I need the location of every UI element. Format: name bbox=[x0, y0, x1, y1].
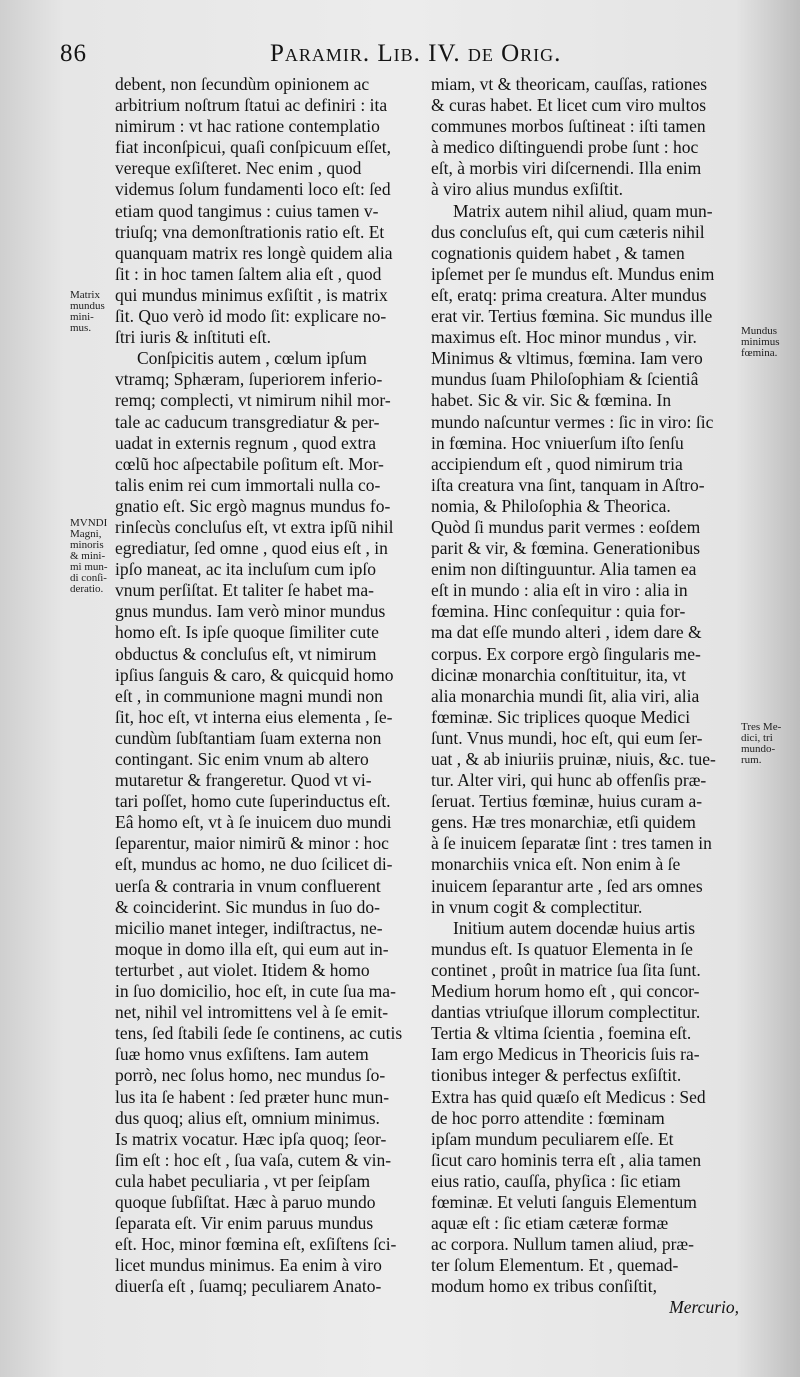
text-line: mundus ſuam Philoſophiam & ſcientiâ bbox=[431, 369, 699, 390]
margin-note-line: Matrix bbox=[70, 289, 100, 301]
text-line: net, nihil vel intromittens vel à ſe emit- bbox=[115, 1002, 389, 1023]
text-line: ſicut caro hominis terra eſt , alia tamen bbox=[431, 1149, 702, 1170]
text-line: dicinæ monarchia conſtituitur, ita, vt bbox=[431, 664, 686, 685]
text-line: licet mundus minimus. Ea enim à viro bbox=[115, 1255, 382, 1276]
text-line: vtramq; Sphæram, ſuperiorem inferio- bbox=[115, 369, 383, 390]
text-line: remq; complecti, vt nimirum nihil mor- bbox=[115, 390, 391, 411]
margin-note-line: deratio. bbox=[70, 583, 104, 595]
text-line: Minimus & vltimus, fœmina. Iam vero bbox=[431, 348, 703, 369]
text-line: obductus & concluſus eſt, vt nimirum bbox=[115, 643, 377, 664]
text-line: ſunt. Vnus mundi, hoc eſt, qui eum ſer- bbox=[431, 727, 703, 748]
text-line: ſeparata eſt. Vir enim paruus mundus bbox=[115, 1213, 374, 1234]
margin-note-line: & mini- bbox=[70, 550, 106, 562]
text-line: miam, vt & theoricam, cauſſas, rationes bbox=[431, 74, 708, 94]
text-line: nimirum : vt hac ratione contemplatio bbox=[115, 116, 380, 137]
text-line: ma dat eſſe mundo alteri , idem dare & bbox=[431, 622, 702, 643]
text-line: ſeparentur, maior nimirũ & minor : hoc bbox=[115, 833, 389, 854]
text-line: lus ita ſe habent : ſed præter hunc mun- bbox=[115, 1086, 390, 1107]
margin-note-line: minoris bbox=[70, 539, 104, 551]
catchword: Mercurio, bbox=[669, 1297, 739, 1318]
margin-note-line: Tres Me- bbox=[741, 721, 782, 733]
text-line: Matrix autem nihil aliud, quam mun- bbox=[453, 200, 713, 221]
text-line: vereque exſiſteret. Nec enim , quod bbox=[115, 158, 362, 179]
text-line: uerſa & contraria in vnum confluerent bbox=[115, 875, 381, 896]
text-line: eſt in mundo : alia eſt in viro : alia in bbox=[431, 580, 688, 601]
text-line: debent, non ſecundùm opinionem ac bbox=[115, 74, 370, 94]
text-line: mutaretur & frangeretur. Quod vt vi- bbox=[115, 770, 372, 791]
margin-note-line: di conſi- bbox=[70, 572, 107, 584]
text-line: eſt, à morbis viri diſcernendi. Illa enim bbox=[431, 158, 702, 179]
running-header bbox=[60, 40, 750, 68]
text-line: & curas habet. Et licet cum viro multos bbox=[431, 95, 707, 116]
text-line: ipſo maneat, ac ita incluſum cum ipſo bbox=[115, 559, 376, 580]
text-line: dus concluſus eſt, qui cum cæteris nihil bbox=[431, 221, 705, 242]
text-line: Medium horum homo eſt , qui concor- bbox=[431, 981, 700, 1002]
text-line: fœmina. Hinc conſequitur : quia for- bbox=[431, 601, 686, 622]
margin-note-line: fœmina. bbox=[741, 347, 778, 359]
text-line: mundo naſcuntur vermes : ſic in viro: ſic bbox=[431, 411, 714, 432]
text-line: mundus eſt. Is quatuor Elementa in ſe bbox=[431, 938, 693, 959]
text-line: ſeruat. Tertius fœminæ, huius curam a- bbox=[431, 791, 703, 812]
text-line: in ſuo domicilio, hoc eſt, in cute ſua ma- bbox=[115, 981, 396, 1002]
text-line: ſuæ homo vnus exſiſtens. Iam autem bbox=[115, 1044, 369, 1065]
text-line: dantias vtriuſque illorum complectitur. bbox=[431, 1002, 701, 1023]
text-line: Iam ergo Medicus in Theoricis ſuis ra- bbox=[431, 1044, 700, 1065]
text-line: gnus mundus. Iam verò minor mundus bbox=[115, 601, 386, 622]
text-line: uat , & ab iniuriis pruinæ, niuis, &c. tue- bbox=[431, 749, 716, 769]
text-line: & coinciderint. Sic mundus in ſuo do- bbox=[115, 896, 380, 917]
text-line: egrediatur, ſed omne , quod eius eſt , in bbox=[115, 538, 388, 559]
text-line: accipiendum eſt , quod nimirum tria bbox=[431, 453, 683, 474]
text-line: cœlũ hoc aſpectabile poſitum eſt. Mor- bbox=[115, 453, 384, 474]
margin-note-line: mi mun- bbox=[70, 561, 108, 573]
text-line: ter ſolum Elementum. Et , quemad- bbox=[431, 1255, 679, 1276]
text-line: qui mundus minimus exſiſtit , is matrix bbox=[115, 284, 388, 305]
text-line: continet , proût in matrice ſua ſita ſunt. bbox=[431, 959, 701, 980]
text-line: maximus eſt. Hoc minor mundus , vir. bbox=[431, 327, 697, 348]
text-line: Extra has quid quæſo eſt Medicus : Sed bbox=[431, 1086, 706, 1107]
text-line: tari poſſet, homo cute ſuperinductus eſt. bbox=[115, 791, 391, 812]
text-line: homo eſt. Is ipſe quoque ſimiliter cute bbox=[115, 622, 379, 643]
text-line: terturbet , aut violet. Itidem & homo bbox=[115, 959, 370, 980]
text-line: parit & vir, & fœmina. Generationibus bbox=[431, 538, 701, 559]
text-line: ipſius ſanguis & caro, & quicquid homo bbox=[115, 664, 394, 685]
text-line: à medico diſtinguendi probe ſunt : hoc bbox=[431, 137, 699, 158]
text-line: Is matrix vocatur. Hæc ipſa quoq; ſeor- bbox=[115, 1128, 387, 1149]
margin-note-line: Mundus bbox=[741, 325, 778, 337]
text-line: gnatio eſt. Sic ergò magnus mundus fo- bbox=[115, 495, 391, 516]
margin-note-line: dici, tri bbox=[741, 732, 773, 744]
text-line: ſtri iuris & inſtituti eſt. bbox=[115, 327, 272, 348]
text-line: nomia, & Philoſophia & Theorica. bbox=[431, 495, 671, 516]
text-line: triuſq; vna demonſtrationis ratio eſt. Et bbox=[115, 221, 385, 242]
text-line: tens, ſed ſtabili ſede ſe continens, ac cutis bbox=[115, 1023, 403, 1044]
text-line: communes morbos ſuſtineat : iſti tamen bbox=[431, 116, 706, 137]
text-line: à ſe inuicem ſeparatæ ſint : tres tamen in bbox=[431, 833, 712, 854]
margin-note-mundus-minimus bbox=[741, 326, 780, 359]
text-line: cognationis quidem habet , & tamen bbox=[431, 242, 685, 263]
text-line: ſit : in hoc tamen ſaltem alia eſt , quod bbox=[115, 263, 382, 284]
text-line: tur. Alter viri, qui hunc ab offenſis præ- bbox=[431, 770, 707, 791]
page-number: 86 bbox=[60, 40, 87, 67]
text-line: Quòd ſi mundus parit vermes : eoſdem bbox=[431, 516, 701, 537]
text-line: enim non diſtinguuntur. Alia tamen ea bbox=[431, 559, 697, 580]
text-line: quoque ſubſiſtat. Hæc à paruo mundo bbox=[115, 1191, 376, 1212]
text-line: ſit. Quo verò id modo ſit: explicare no- bbox=[115, 306, 387, 327]
text-line: diuerſa eſt , ſuamq; peculiarem Anato- bbox=[115, 1276, 382, 1297]
text-line: Eâ homo eſt, vt à ſe inuicem duo mundi bbox=[115, 812, 392, 833]
text-line: tale ac caducum transgrediatur & per- bbox=[115, 411, 380, 432]
margin-note-line: MVNDI bbox=[70, 517, 108, 529]
running-title: Paramir. Lib. IV. de Orig. bbox=[270, 40, 562, 67]
text-line: iſta creatura vna ſint, tanquam in Aſtro- bbox=[431, 474, 705, 495]
text-line: uadat in externis regnum , quod extra bbox=[115, 432, 376, 453]
text-line: erat vir. Tertius fœmina. Sic mundus ille bbox=[431, 306, 713, 327]
text-line: inuicem ſeparantur arte , ſed ars omnes bbox=[431, 875, 703, 896]
text-line: ac corpora. Nullum tamen aliud, præ- bbox=[431, 1234, 694, 1255]
text-line: ipſemet per ſe mundus eſt. Mundus enim bbox=[431, 263, 715, 284]
text-line: arbitrium noſtrum ſtatui ac definiri : ita bbox=[115, 95, 388, 116]
text-line: in fœmina. Hoc vniuerſum iſto ſenſu bbox=[431, 432, 684, 453]
text-line: ipſam mundum peculiarem eſſe. Et bbox=[431, 1128, 674, 1149]
text-line: videmus ſolum fundamenti loco eſt: ſed bbox=[115, 179, 391, 200]
text-line: micilio manet integer, indiſtractus, ne- bbox=[115, 917, 383, 938]
text-line: talis enim rei cum immortali nulla co- bbox=[115, 474, 381, 495]
text-line: eſt, eratq: prima creatura. Alter mundus bbox=[431, 284, 707, 305]
margin-note-line: rum. bbox=[741, 754, 762, 766]
margin-note-matrix bbox=[70, 290, 105, 334]
text-line: rinſecùs concluſus eſt, vt extra ipſũ nihil bbox=[115, 516, 394, 537]
text-line: Initium autem docendæ huius artis bbox=[453, 917, 696, 938]
text-line: ſim eſt : hoc eſt , ſua vaſa, cutem & vin- bbox=[115, 1149, 392, 1170]
text-line: modum homo ex tribus conſiſtit, bbox=[431, 1276, 658, 1297]
text-line: quanquam matrix res longè quidem alia bbox=[115, 242, 393, 263]
text-line: fœminæ. Sic triplices quoque Medici bbox=[431, 706, 691, 727]
text-line: eſt , in communione magni mundi non bbox=[115, 685, 383, 706]
text-line: cundùm ſubſtantiam ſuam externa non bbox=[115, 727, 382, 748]
text-line: aquæ eſt : ſic etiam cæteræ formæ bbox=[431, 1213, 669, 1234]
text-line: porrò, nec ſolus homo, nec mundus ſo- bbox=[115, 1065, 386, 1086]
text-line: à viro alius mundus exſiſtit. bbox=[431, 179, 623, 200]
text-line: in vnum cogit & complectitur. bbox=[431, 896, 643, 917]
text-line: fiat inconſpicui, quaſi conſpicuum eſſet, bbox=[115, 137, 392, 158]
text-line: dus quoq; alius eſt, omnium minimus. bbox=[115, 1107, 380, 1128]
text-line: vnum perſiſtat. Et taliter ſe habet ma- bbox=[115, 580, 375, 601]
text-line: Tertia & vltima ſcientia , foemina eſt. bbox=[431, 1023, 692, 1044]
text-line: fœminæ. Et veluti ſanguis Elementum bbox=[431, 1191, 697, 1212]
margin-note-line: mundus bbox=[70, 300, 105, 312]
text-line: cula habet peculiaria , vt per ſeipſam bbox=[115, 1170, 371, 1191]
text-line: eſt, mundus ac homo, ne duo ſcilicet di- bbox=[115, 854, 393, 875]
text-line: moque in domo illa eſt, qui eum aut in- bbox=[115, 938, 389, 959]
text-line: etiam quod tangimus : cuius tamen v- bbox=[115, 200, 379, 221]
text-line: gens. Hæ tres monarchiæ, etſi quidem bbox=[431, 812, 696, 833]
text-line: monarchiis vnica eſt. Non enim à ſe bbox=[431, 854, 681, 875]
text-line: alia monarchia mundi ſit, alia viri, alia bbox=[431, 685, 700, 706]
text-line: corpus. Ex corpore ergò ſingularis me- bbox=[431, 643, 701, 664]
text-line: eius ratio, cauſſa, phyſica : ſic etiam bbox=[431, 1170, 681, 1191]
text-line: eſt. Hoc, minor fœmina eſt, exſiſtens ſci- bbox=[115, 1234, 397, 1255]
right-text-column bbox=[431, 74, 739, 1319]
margin-note-line: minimus bbox=[741, 336, 780, 348]
text-line: tionibus integer & perfectus exſiſtit. bbox=[431, 1065, 682, 1086]
margin-note-line: mini- bbox=[70, 311, 94, 323]
margin-note-line: Magni, bbox=[70, 528, 102, 540]
text-line: de hoc porro attendite : fœminam bbox=[431, 1107, 665, 1128]
text-line: habet. Sic & vir. Sic & fœmina. In bbox=[431, 390, 672, 411]
left-text-column bbox=[115, 74, 423, 1297]
margin-note-mundi bbox=[70, 518, 108, 595]
text-line: contingant. Sic enim vnum ab altero bbox=[115, 749, 369, 769]
text-line: Conſpicitis autem , cœlum ipſum bbox=[137, 348, 367, 369]
text-line: ſit, hoc eſt, vt interna eius elementa , ſe- bbox=[115, 706, 393, 727]
margin-note-tres-medici bbox=[741, 722, 781, 766]
margin-note-line: mundo- bbox=[741, 743, 776, 755]
margin-note-line: mus. bbox=[70, 322, 92, 334]
